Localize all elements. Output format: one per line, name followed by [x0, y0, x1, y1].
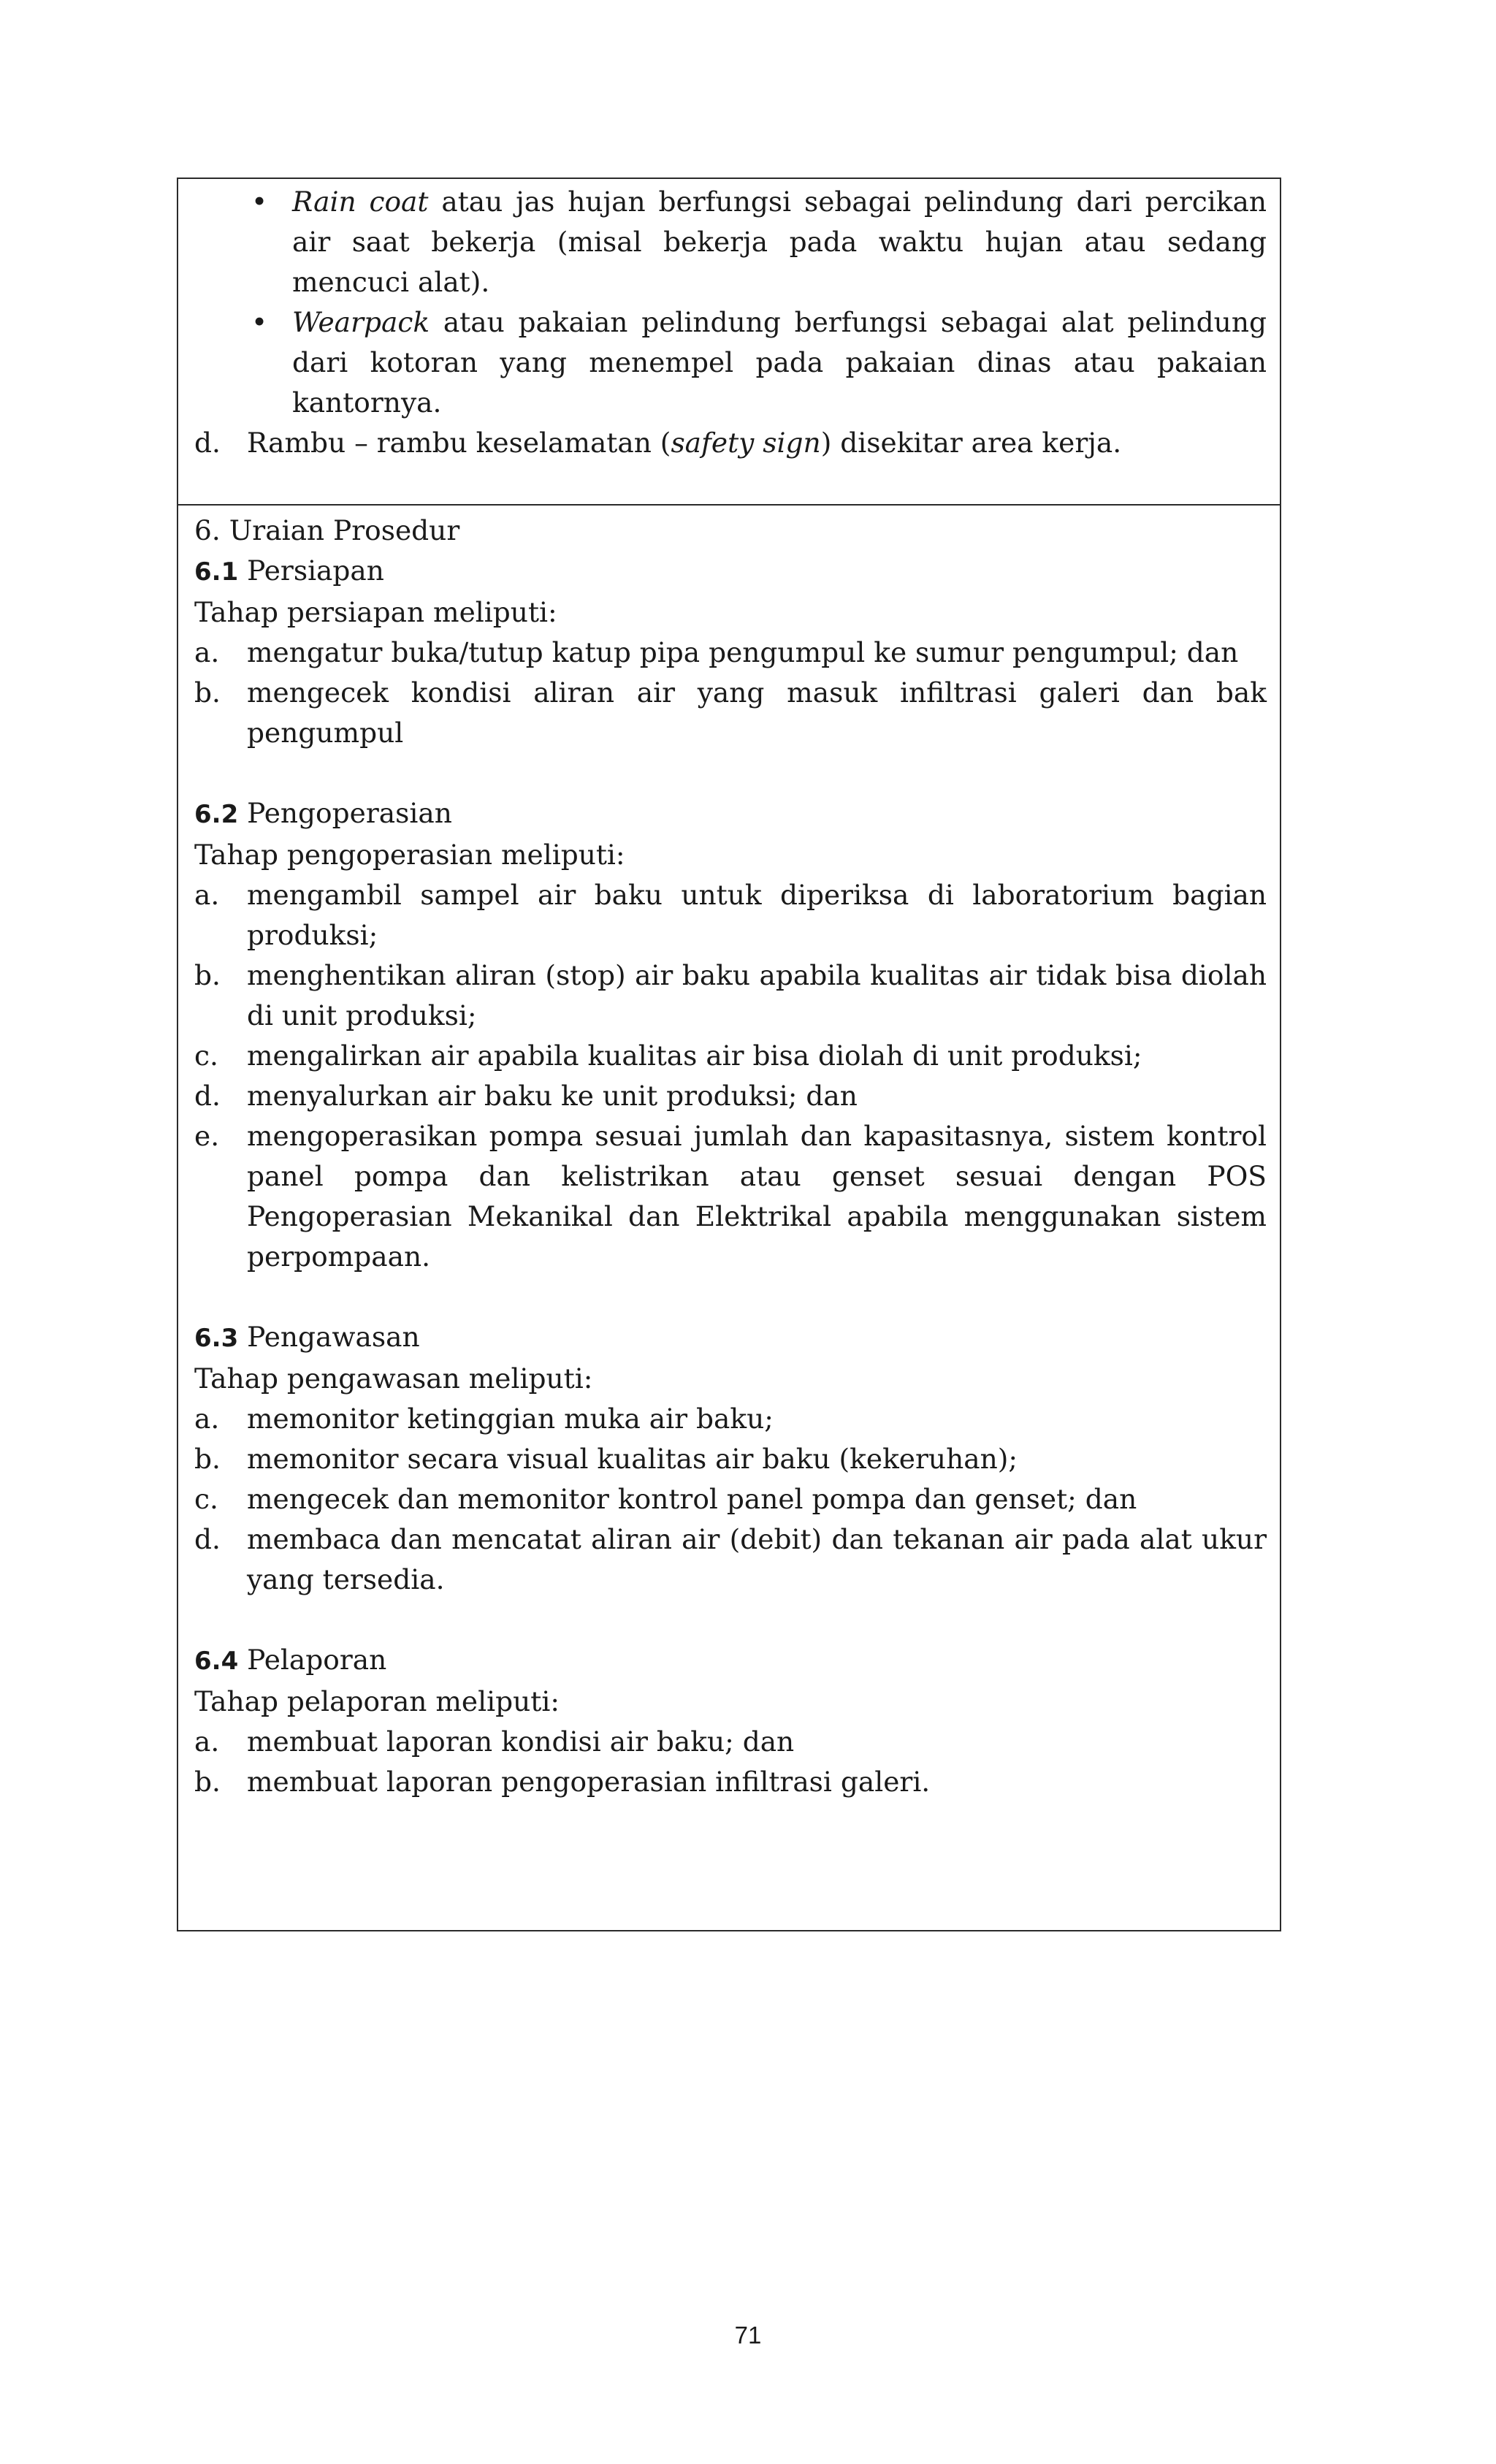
section-intro: Tahap persiapan meliputi:	[194, 596, 557, 628]
list-item-text: membuat laporan kondisi air baku; dan	[247, 1725, 795, 1758]
list-item	[194, 1399, 1267, 1439]
list-item	[194, 1116, 1267, 1277]
term-wearpack: Wearpack	[292, 306, 430, 338]
term-rain-coat: Rain coat	[292, 186, 429, 218]
list-marker: a.	[194, 1403, 220, 1435]
section-name: Pelaporan	[238, 1644, 387, 1676]
section-number: 6.1	[194, 557, 239, 587]
list-marker: a.	[194, 879, 220, 911]
list-marker: a.	[194, 1725, 220, 1758]
list-marker: d.	[194, 1080, 221, 1112]
list-marker: b.	[194, 1766, 221, 1798]
list-item	[194, 673, 1267, 753]
list-item-text: mengalirkan air apabila kualitas air bisa diolah di unit produksi;	[247, 1040, 1142, 1072]
list-item-text: mengecek kondisi aliran air yang masuk infiltrasi galeri dan bak pengumpul	[247, 676, 1267, 749]
procedure-heading: 6. Uraian Prosedur	[194, 514, 460, 546]
bullet-text: atau jas hujan berfungsi sebagai pelindung dari percikan air saat bekerja (misal bekerja pada waktu hujan atau sedang mencuci alat).	[292, 186, 1267, 298]
list-marker: d.	[194, 427, 221, 459]
list-item-text: memonitor ketinggian muka air baku;	[247, 1403, 774, 1435]
list-item	[194, 633, 1267, 673]
section-title	[194, 551, 1267, 592]
spacer	[194, 1600, 1267, 1640]
section-title	[194, 1640, 1267, 1682]
list-marker: b.	[194, 959, 221, 991]
list-item-text: mengambil sampel air baku untuk diperiksa di laboratorium bagian produksi;	[247, 879, 1267, 951]
list-item-text: membuat laporan pengoperasian infiltrasi galeri.	[247, 1766, 931, 1798]
bullet-icon: •	[251, 186, 268, 218]
list-item-text: mengecek dan memonitor kontrol panel pompa dan genset; dan	[247, 1483, 1137, 1515]
spacer	[194, 1277, 1267, 1317]
bullet-item-rain-coat	[194, 182, 1267, 302]
procedure-table	[177, 178, 1281, 1931]
list-item-text: menyalurkan air baku ke unit produksi; dan	[247, 1080, 858, 1112]
item-text-before: Rambu – rambu keselamatan (	[247, 427, 671, 459]
page-number: 71	[734, 2322, 762, 2349]
list-item-text: mengatur buka/tutup katup pipa pengumpul ke sumur pengumpul; dan	[247, 636, 1239, 668]
list-marker: b.	[194, 1443, 221, 1475]
list-item-text: menghentikan aliran (stop) air baku apabila kualitas air tidak bisa diolah di unit produksi;	[247, 959, 1267, 1031]
section-number: 6.3	[194, 1324, 239, 1353]
list-item	[194, 1479, 1267, 1519]
spacer	[194, 753, 1267, 793]
term-safety-sign: safety sign	[671, 427, 821, 459]
list-item	[194, 956, 1267, 1036]
list-marker: d.	[194, 1523, 221, 1555]
list-marker: e.	[194, 1120, 220, 1152]
list-item-text: membaca dan mencatat aliran air (debit) dan tekanan air pada alat ukur yang tersedia.	[247, 1523, 1267, 1595]
bullet-item-wearpack	[194, 302, 1267, 423]
list-marker: a.	[194, 636, 220, 668]
bullet-text: atau pakaian pelindung berfungsi sebagai alat pelindung dari kotoran yang menempel pada pakaian dinas atau pakaian kantornya.	[292, 306, 1267, 419]
list-item	[194, 1076, 1267, 1116]
list-marker: c.	[194, 1483, 218, 1515]
list-item	[194, 1036, 1267, 1076]
list-item-text: mengoperasikan pompa sesuai jumlah dan kapasitasnya, sistem kontrol panel pompa dan kelistrikan atau genset sesuai dengan POS Pengoperasian Mekanikal dan Elektrikal apabila menggunakan sistem perpompaan.	[247, 1120, 1267, 1273]
list-item	[194, 1722, 1267, 1762]
section-name: Persiapan	[238, 554, 384, 587]
section-number: 6.2	[194, 800, 239, 829]
section-number: 6.4	[194, 1647, 239, 1676]
list-item	[194, 875, 1267, 956]
procedure-cell	[178, 506, 1280, 1930]
list-marker: b.	[194, 676, 221, 709]
ppe-cell	[178, 179, 1280, 506]
bullet-icon: •	[251, 306, 268, 338]
section-name: Pengawasan	[238, 1321, 420, 1353]
list-item	[194, 1519, 1267, 1600]
item-text-after: ) disekitar area kerja.	[820, 427, 1122, 459]
section-title	[194, 1317, 1267, 1359]
section-intro: Tahap pelaporan meliputi:	[194, 1685, 560, 1717]
list-marker: c.	[194, 1040, 218, 1072]
section-name: Pengoperasian	[238, 797, 452, 829]
list-item	[194, 1762, 1267, 1802]
section-title	[194, 793, 1267, 835]
list-item-text: memonitor secara visual kualitas air baku (kekeruhan);	[247, 1443, 1018, 1475]
list-item-safety-sign	[194, 423, 1267, 463]
list-item	[194, 1439, 1267, 1479]
section-intro: Tahap pengawasan meliputi:	[194, 1362, 593, 1395]
section-intro: Tahap pengoperasian meliputi:	[194, 839, 625, 871]
